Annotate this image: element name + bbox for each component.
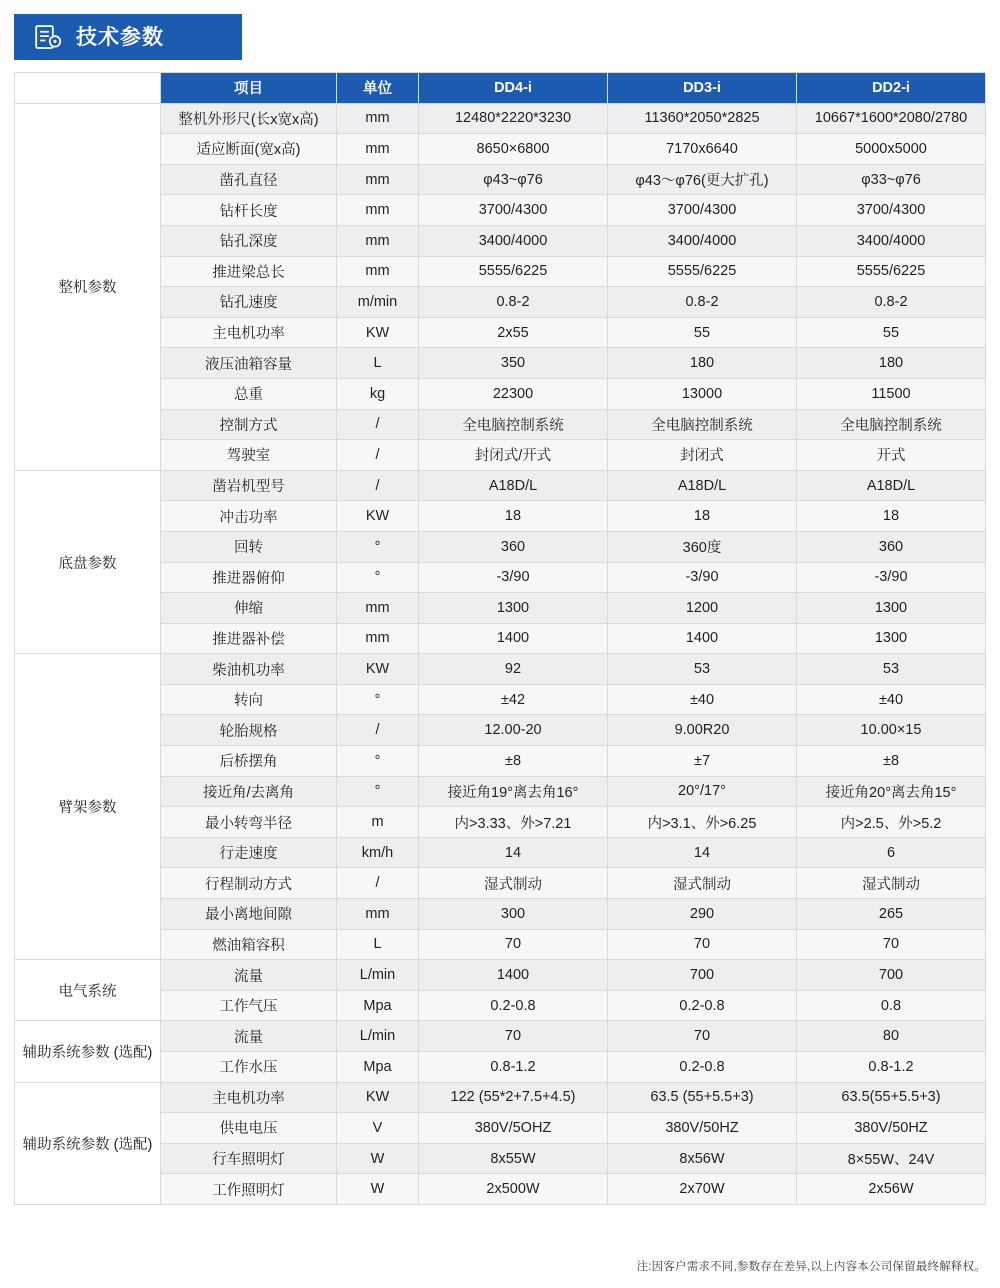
row-item-label: 供电电压 xyxy=(161,1113,337,1144)
footnote: 注:因客户需求不同,参数存在差异,以上内容本公司保留最终解释权。 xyxy=(636,1261,986,1273)
row-item-label: 总重 xyxy=(161,378,337,409)
row-unit: V xyxy=(337,1113,419,1144)
table-row xyxy=(15,593,986,624)
row-value-dd3i: 11360*2050*2825 xyxy=(608,103,797,134)
row-unit: L xyxy=(337,348,419,379)
row-value-dd3i: 14 xyxy=(608,837,797,868)
row-item-label: 行程制动方式 xyxy=(161,868,337,899)
row-value-dd3i: 5555/6225 xyxy=(608,256,797,287)
row-value-dd3i: 70 xyxy=(608,929,797,960)
row-value-dd3i: 380V/50HZ xyxy=(608,1113,797,1144)
table-row xyxy=(15,868,986,899)
group-label: 整机参数 xyxy=(15,103,161,470)
row-value-dd2i: 1300 xyxy=(797,593,986,624)
row-value-dd4i: 2x500W xyxy=(419,1174,608,1205)
row-value-dd4i: 0.8-1.2 xyxy=(419,1052,608,1083)
row-item-label: 回转 xyxy=(161,531,337,562)
row-value-dd2i: 3400/4000 xyxy=(797,225,986,256)
row-value-dd3i: 全电脑控制系统 xyxy=(608,409,797,440)
row-item-label: 钻孔深度 xyxy=(161,225,337,256)
row-value-dd3i: 55 xyxy=(608,317,797,348)
row-value-dd3i: 63.5 (55+5.5+3) xyxy=(608,1082,797,1113)
row-unit: km/h xyxy=(337,837,419,868)
row-unit: kg xyxy=(337,378,419,409)
row-item-label: 推进梁总长 xyxy=(161,256,337,287)
row-item-label: 冲击功率 xyxy=(161,501,337,532)
row-unit: mm xyxy=(337,225,419,256)
row-value-dd2i: 80 xyxy=(797,1021,986,1052)
row-item-label: 流量 xyxy=(161,1021,337,1052)
row-item-label: 柴油机功率 xyxy=(161,654,337,685)
row-value-dd2i: 18 xyxy=(797,501,986,532)
row-value-dd2i: 380V/50HZ xyxy=(797,1113,986,1144)
table-row xyxy=(15,1174,986,1205)
row-unit: mm xyxy=(337,134,419,165)
table-row xyxy=(15,164,986,195)
table-row xyxy=(15,287,986,318)
row-value-dd3i: 3700/4300 xyxy=(608,195,797,226)
row-item-label: 整机外形尺(长x宽x高) xyxy=(161,103,337,134)
table-row xyxy=(15,1052,986,1083)
row-item-label: 凿岩机型号 xyxy=(161,470,337,501)
row-value-dd3i: φ43～φ76(更大扩孔) xyxy=(608,164,797,195)
row-value-dd2i: -3/90 xyxy=(797,562,986,593)
table-row xyxy=(15,837,986,868)
row-unit: ° xyxy=(337,684,419,715)
row-value-dd4i: 12480*2220*3230 xyxy=(419,103,608,134)
table-row xyxy=(15,378,986,409)
table-row xyxy=(15,225,986,256)
row-unit: Mpa xyxy=(337,990,419,1021)
row-unit: KW xyxy=(337,654,419,685)
row-item-label: 燃油箱容积 xyxy=(161,929,337,960)
row-unit: L/min xyxy=(337,960,419,991)
row-value-dd2i: 1300 xyxy=(797,623,986,654)
row-value-dd3i: 20°/17° xyxy=(608,776,797,807)
row-value-dd2i: 全电脑控制系统 xyxy=(797,409,986,440)
row-item-label: 伸缩 xyxy=(161,593,337,624)
row-value-dd2i: 10.00×15 xyxy=(797,715,986,746)
row-unit: mm xyxy=(337,899,419,930)
row-value-dd2i: ±40 xyxy=(797,684,986,715)
row-unit: L xyxy=(337,929,419,960)
row-value-dd4i: 3400/4000 xyxy=(419,225,608,256)
row-value-dd4i: 湿式制动 xyxy=(419,868,608,899)
row-value-dd4i: 1400 xyxy=(419,623,608,654)
row-value-dd4i: -3/90 xyxy=(419,562,608,593)
table-header-dd2i: DD2-i xyxy=(797,73,986,104)
group-label: 电气系统 xyxy=(15,960,161,1021)
row-value-dd3i: ±40 xyxy=(608,684,797,715)
row-value-dd3i: -3/90 xyxy=(608,562,797,593)
table-row xyxy=(15,929,986,960)
table-row xyxy=(15,103,986,134)
row-item-label: 主电机功率 xyxy=(161,317,337,348)
row-value-dd4i: 5555/6225 xyxy=(419,256,608,287)
table-row xyxy=(15,1113,986,1144)
group-label: 辅助系统参数 (选配) xyxy=(15,1082,161,1204)
row-unit: ° xyxy=(337,531,419,562)
group-label: 辅助系统参数 (选配) xyxy=(15,1021,161,1082)
row-value-dd3i: 1200 xyxy=(608,593,797,624)
row-item-label: 主电机功率 xyxy=(161,1082,337,1113)
table-row xyxy=(15,654,986,685)
group-label: 臂架参数 xyxy=(15,654,161,960)
table-row xyxy=(15,470,986,501)
page-header xyxy=(14,14,242,60)
row-value-dd4i: 全电脑控制系统 xyxy=(419,409,608,440)
row-unit: mm xyxy=(337,195,419,226)
row-item-label: 后桥摆角 xyxy=(161,746,337,777)
row-value-dd4i: 70 xyxy=(419,1021,608,1052)
row-value-dd2i: 55 xyxy=(797,317,986,348)
row-unit: ° xyxy=(337,776,419,807)
row-value-dd4i: 122 (55*2+7.5+4.5) xyxy=(419,1082,608,1113)
table-header-dd3i: DD3-i xyxy=(608,73,797,104)
row-unit: KW xyxy=(337,501,419,532)
table-header-row xyxy=(15,73,986,104)
row-unit: ° xyxy=(337,746,419,777)
row-value-dd4i: 92 xyxy=(419,654,608,685)
row-item-label: 推进器补偿 xyxy=(161,623,337,654)
row-unit: Mpa xyxy=(337,1052,419,1083)
table-row xyxy=(15,348,986,379)
row-value-dd3i: 700 xyxy=(608,960,797,991)
row-value-dd3i: 内>3.1、外>6.25 xyxy=(608,807,797,838)
table-row xyxy=(15,715,986,746)
table-row xyxy=(15,440,986,471)
table-header-item: 项目 xyxy=(161,73,337,104)
row-value-dd3i: 3400/4000 xyxy=(608,225,797,256)
table-row xyxy=(15,807,986,838)
table-row xyxy=(15,501,986,532)
row-value-dd4i: 22300 xyxy=(419,378,608,409)
row-value-dd4i: 3700/4300 xyxy=(419,195,608,226)
row-value-dd3i: 13000 xyxy=(608,378,797,409)
table-body xyxy=(15,103,986,1204)
row-unit: mm xyxy=(337,103,419,134)
row-value-dd3i: 湿式制动 xyxy=(608,868,797,899)
row-value-dd2i: 8×55W、24V xyxy=(797,1143,986,1174)
row-item-label: 液压油箱容量 xyxy=(161,348,337,379)
row-value-dd2i: 开式 xyxy=(797,440,986,471)
row-value-dd2i: φ33~φ76 xyxy=(797,164,986,195)
row-value-dd2i: 6 xyxy=(797,837,986,868)
row-value-dd4i: 0.8-2 xyxy=(419,287,608,318)
row-value-dd3i: 360度 xyxy=(608,531,797,562)
table-row xyxy=(15,317,986,348)
table-row xyxy=(15,1082,986,1113)
row-value-dd2i: 5000x5000 xyxy=(797,134,986,165)
row-value-dd2i: ±8 xyxy=(797,746,986,777)
row-value-dd2i: A18D/L xyxy=(797,470,986,501)
row-value-dd2i: 湿式制动 xyxy=(797,868,986,899)
row-value-dd4i: 380V/5OHZ xyxy=(419,1113,608,1144)
row-value-dd2i: 53 xyxy=(797,654,986,685)
row-unit: mm xyxy=(337,623,419,654)
row-unit: / xyxy=(337,868,419,899)
row-value-dd2i: 5555/6225 xyxy=(797,256,986,287)
row-value-dd2i: 2x56W xyxy=(797,1174,986,1205)
row-value-dd4i: 1400 xyxy=(419,960,608,991)
row-item-label: 驾驶室 xyxy=(161,440,337,471)
row-value-dd3i: 0.8-2 xyxy=(608,287,797,318)
row-item-label: 钻杆长度 xyxy=(161,195,337,226)
row-item-label: 最小离地间隙 xyxy=(161,899,337,930)
row-value-dd4i: ±8 xyxy=(419,746,608,777)
row-value-dd4i: 70 xyxy=(419,929,608,960)
row-value-dd4i: 18 xyxy=(419,501,608,532)
row-item-label: 行走速度 xyxy=(161,837,337,868)
row-value-dd3i: 9.00R20 xyxy=(608,715,797,746)
row-unit: / xyxy=(337,440,419,471)
spec-document-icon xyxy=(34,23,62,51)
table-row xyxy=(15,776,986,807)
row-unit: ° xyxy=(337,562,419,593)
table-header-unit: 单位 xyxy=(337,73,419,104)
row-item-label: 工作水压 xyxy=(161,1052,337,1083)
row-value-dd2i: 接近角20°离去角15° xyxy=(797,776,986,807)
row-value-dd2i: 360 xyxy=(797,531,986,562)
row-value-dd2i: 11500 xyxy=(797,378,986,409)
row-value-dd3i: 封闭式 xyxy=(608,440,797,471)
row-value-dd2i: 0.8 xyxy=(797,990,986,1021)
row-value-dd2i: 63.5(55+5.5+3) xyxy=(797,1082,986,1113)
row-value-dd4i: 350 xyxy=(419,348,608,379)
row-item-label: 流量 xyxy=(161,960,337,991)
table-row xyxy=(15,990,986,1021)
row-value-dd2i: 3700/4300 xyxy=(797,195,986,226)
row-item-label: 控制方式 xyxy=(161,409,337,440)
table-row xyxy=(15,531,986,562)
row-unit: W xyxy=(337,1143,419,1174)
row-value-dd3i: 8x56W xyxy=(608,1143,797,1174)
row-unit: W xyxy=(337,1174,419,1205)
row-value-dd4i: 内>3.33、外>7.21 xyxy=(419,807,608,838)
table-row xyxy=(15,746,986,777)
row-value-dd4i: 8x55W xyxy=(419,1143,608,1174)
table-row xyxy=(15,562,986,593)
table-row xyxy=(15,134,986,165)
row-value-dd4i: 2x55 xyxy=(419,317,608,348)
row-unit: / xyxy=(337,470,419,501)
row-item-label: 推进器俯仰 xyxy=(161,562,337,593)
row-value-dd3i: ±7 xyxy=(608,746,797,777)
table-row xyxy=(15,1143,986,1174)
row-item-label: 工作照明灯 xyxy=(161,1174,337,1205)
row-value-dd3i: 53 xyxy=(608,654,797,685)
row-unit: mm xyxy=(337,593,419,624)
row-unit: L/min xyxy=(337,1021,419,1052)
row-value-dd4i: A18D/L xyxy=(419,470,608,501)
table-row xyxy=(15,684,986,715)
table-row xyxy=(15,960,986,991)
row-unit: m/min xyxy=(337,287,419,318)
table-row xyxy=(15,1021,986,1052)
row-value-dd4i: 14 xyxy=(419,837,608,868)
row-value-dd4i: 12.00-20 xyxy=(419,715,608,746)
spec-table xyxy=(14,72,986,1205)
row-value-dd3i: 7170x6640 xyxy=(608,134,797,165)
row-item-label: 转向 xyxy=(161,684,337,715)
table-header-corner xyxy=(15,73,161,104)
row-value-dd4i: ±42 xyxy=(419,684,608,715)
row-unit: / xyxy=(337,409,419,440)
table-row xyxy=(15,623,986,654)
row-value-dd4i: 封闭式/开式 xyxy=(419,440,608,471)
row-item-label: 接近角/去离角 xyxy=(161,776,337,807)
row-value-dd4i: 接近角19°离去角16° xyxy=(419,776,608,807)
row-value-dd2i: 265 xyxy=(797,899,986,930)
row-value-dd4i: 300 xyxy=(419,899,608,930)
row-item-label: 工作气压 xyxy=(161,990,337,1021)
row-value-dd3i: 2x70W xyxy=(608,1174,797,1205)
row-value-dd4i: 1300 xyxy=(419,593,608,624)
row-value-dd4i: φ43~φ76 xyxy=(419,164,608,195)
group-label: 底盘参数 xyxy=(15,470,161,654)
row-value-dd2i: 180 xyxy=(797,348,986,379)
row-item-label: 轮胎规格 xyxy=(161,715,337,746)
page-title: 技术参数 xyxy=(76,25,164,49)
table-header xyxy=(15,73,986,104)
row-item-label: 行车照明灯 xyxy=(161,1143,337,1174)
row-value-dd4i: 0.2-0.8 xyxy=(419,990,608,1021)
table-row xyxy=(15,195,986,226)
row-value-dd3i: 290 xyxy=(608,899,797,930)
row-value-dd3i: 0.2-0.8 xyxy=(608,990,797,1021)
table-row xyxy=(15,256,986,287)
table-row xyxy=(15,409,986,440)
row-value-dd3i: A18D/L xyxy=(608,470,797,501)
row-value-dd3i: 1400 xyxy=(608,623,797,654)
row-value-dd2i: 700 xyxy=(797,960,986,991)
table-header-dd4i: DD4-i xyxy=(419,73,608,104)
row-value-dd3i: 18 xyxy=(608,501,797,532)
row-value-dd3i: 180 xyxy=(608,348,797,379)
row-value-dd2i: 70 xyxy=(797,929,986,960)
row-unit: m xyxy=(337,807,419,838)
row-unit: KW xyxy=(337,317,419,348)
row-value-dd2i: 0.8-2 xyxy=(797,287,986,318)
table-row xyxy=(15,899,986,930)
row-value-dd4i: 360 xyxy=(419,531,608,562)
row-value-dd3i: 0.2-0.8 xyxy=(608,1052,797,1083)
row-item-label: 凿孔直径 xyxy=(161,164,337,195)
row-item-label: 适应断面(宽x高) xyxy=(161,134,337,165)
row-value-dd4i: 8650×6800 xyxy=(419,134,608,165)
row-unit: / xyxy=(337,715,419,746)
row-value-dd2i: 10667*1600*2080/2780 xyxy=(797,103,986,134)
row-unit: KW xyxy=(337,1082,419,1113)
row-unit: mm xyxy=(337,164,419,195)
row-item-label: 最小转弯半径 xyxy=(161,807,337,838)
row-value-dd2i: 0.8-1.2 xyxy=(797,1052,986,1083)
row-value-dd2i: 内>2.5、外>5.2 xyxy=(797,807,986,838)
row-unit: mm xyxy=(337,256,419,287)
row-value-dd3i: 70 xyxy=(608,1021,797,1052)
row-item-label: 钻孔速度 xyxy=(161,287,337,318)
